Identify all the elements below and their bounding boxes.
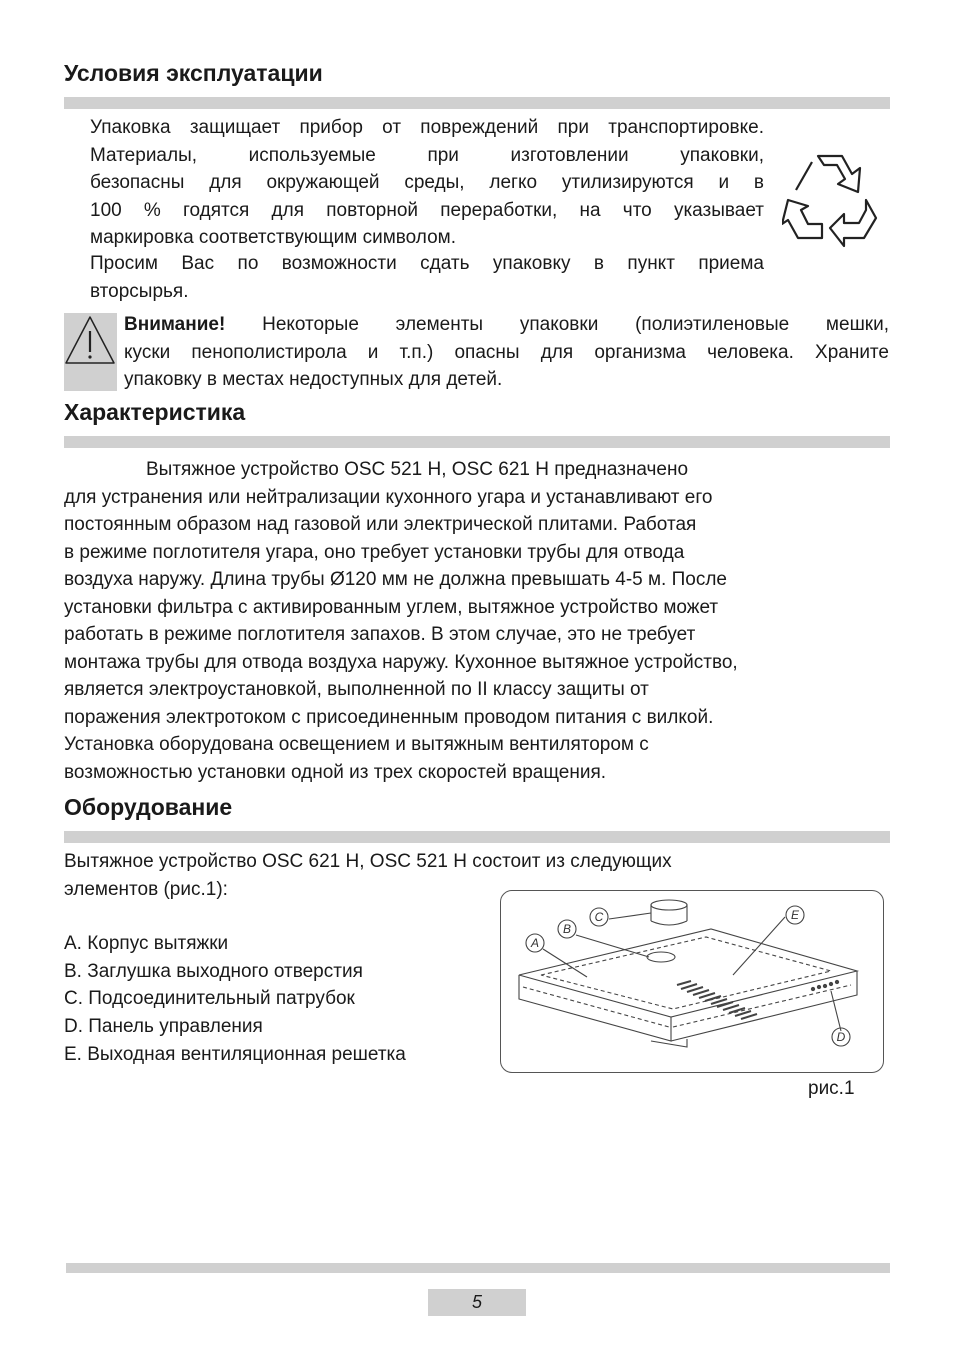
- list-item: D. Панель управления: [64, 1016, 263, 1038]
- figure-hood-diagram: [500, 890, 884, 1073]
- figure-label: B: [562, 922, 572, 936]
- text-line: вторсырья.: [90, 280, 189, 302]
- text-line: монтажа трубы для отвода воздуха наружу. Кухонное вытяжное устройство,: [64, 651, 738, 673]
- hood-diagram: [501, 891, 883, 1072]
- text-line: постоянным образом над газовой или электрической плитами. Работая: [64, 514, 697, 535]
- list-item: A. Корпус вытяжки: [64, 933, 229, 954]
- warning-text: [124, 311, 889, 394]
- text-line: возможностью установки одной из трех скоростей вращения.: [64, 761, 607, 783]
- characteristics-paragraph: [64, 456, 890, 786]
- section-title-usage: Условия эксплуатации: [64, 60, 323, 86]
- text-line: куски пенополистирола и т.п.) опасны для организма человека. Храните: [124, 341, 889, 363]
- section-divider: [64, 436, 890, 448]
- text-line: установки фильтра с активированным углем, вытяжное устройство может: [64, 596, 719, 618]
- recycle-icon: [782, 148, 878, 248]
- figure-label: D: [836, 1030, 846, 1044]
- usage-paragraph-1: [90, 114, 764, 252]
- text-line: [124, 311, 889, 339]
- text-line: поражения электротоком с присоединенным проводом питания с вилкой.: [64, 706, 714, 728]
- usage-paragraph-2: [90, 250, 764, 305]
- text-line: Вытяжное устройство OSC 521 H, OSC 621 H предназначено: [146, 459, 689, 480]
- figure-caption: рис.1: [808, 1078, 855, 1099]
- text-line: элементов (рис.1):: [64, 878, 228, 900]
- text-line: Просим Вас по возможности сдать упаковку в пункт приема: [90, 253, 764, 274]
- warning-text-line: Некоторые элементы упаковки (полиэтиленовые мешки,: [262, 314, 890, 335]
- figure-label: E: [790, 908, 800, 922]
- figure-label: A: [530, 936, 540, 950]
- warning-triangle-icon: [64, 313, 117, 391]
- text-line: маркировка соответствующим символом.: [90, 227, 456, 248]
- warning-box: [64, 313, 117, 391]
- text-line: 100 % годятся для повторной переработки, на что указывает: [90, 199, 764, 221]
- section-divider: [64, 831, 890, 843]
- text-line: Упаковка защищает прибор от повреждений при транспортировке.: [90, 117, 764, 138]
- text-line: в режиме поглотителя угара, оно требует установки трубы для отвода: [64, 541, 685, 563]
- text-line: работать в режиме поглотителя запахов. В этом случае, это не требует: [64, 624, 696, 645]
- text-line: Установка оборудована освещением и вытяжным вентилятором с: [64, 734, 649, 755]
- list-item: B. Заглушка выходного отверстия: [64, 960, 363, 982]
- text-line: упаковку в местах недоступных для детей.: [124, 369, 503, 390]
- section-title-equipment: Оборудование: [64, 794, 233, 820]
- list-item: E. Выходная вентиляционная решетка: [64, 1043, 406, 1065]
- footer-divider: [66, 1263, 890, 1273]
- page-number: 5: [428, 1289, 526, 1316]
- section-title-characteristics: Характеристика: [64, 399, 246, 425]
- warning-label: Внимание!: [124, 314, 226, 335]
- text-line: безопасны для окружающей среды, легко утилизируются и в: [90, 172, 764, 193]
- figure-label: C: [594, 910, 604, 924]
- equipment-list: [64, 930, 406, 1069]
- text-line: Вытяжное устройство OSC 621 H, OSC 521 H состоит из следующих: [64, 851, 672, 872]
- text-line: Материалы, используемые при изготовлении упаковки,: [90, 144, 764, 166]
- list-item: C. Подсоединительный патрубок: [64, 988, 355, 1010]
- text-line: для устранения или нейтрализации кухонного угара и устанавливают его: [64, 486, 713, 508]
- section-divider: [64, 97, 890, 109]
- text-line: воздуха наружу. Длина трубы Ø120 мм не должна превышать 4-5 м. После: [64, 569, 727, 590]
- text-line: является электроустановкой, выполненной по II классу защиты от: [64, 679, 649, 700]
